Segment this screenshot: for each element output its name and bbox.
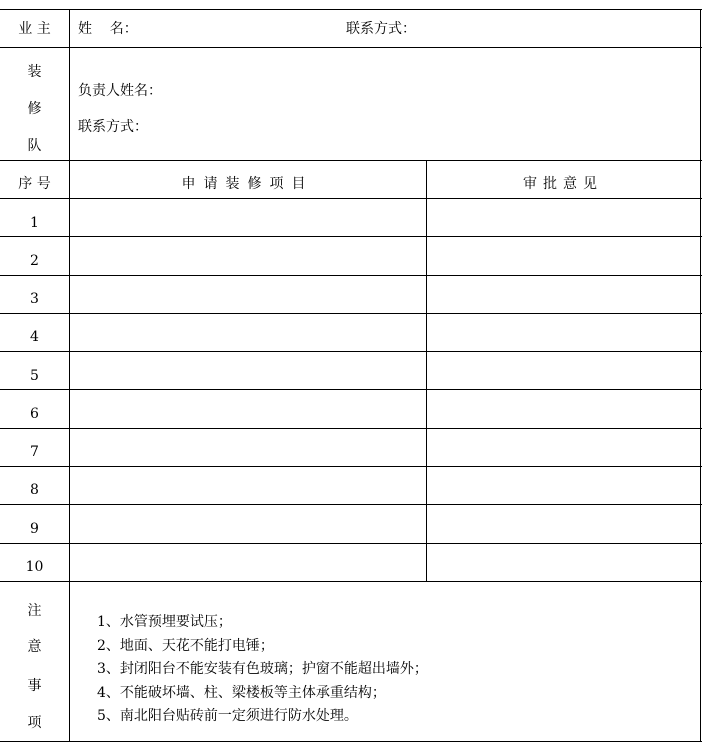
note-item: 5、南北阳台贴砖前一定须进行防水处理。 xyxy=(97,708,358,724)
header-project: 申请装修项目 xyxy=(181,176,314,192)
note-item: 1、水管预埋要试压； xyxy=(97,614,232,630)
rule xyxy=(0,198,702,199)
rule xyxy=(0,47,702,48)
rule xyxy=(0,466,702,467)
team-label-char: 装 xyxy=(27,64,42,80)
rule xyxy=(69,9,70,742)
team-leader-label: 负责人姓名： xyxy=(78,83,162,99)
rule xyxy=(0,389,702,390)
row-number: 3 xyxy=(30,291,39,307)
row-number: 9 xyxy=(30,521,39,537)
row-number: 6 xyxy=(30,406,39,422)
row-number: 8 xyxy=(30,482,39,498)
row-number: 10 xyxy=(25,559,44,575)
notes-label-char: 意 xyxy=(27,639,42,655)
rule xyxy=(0,543,702,544)
rule xyxy=(0,428,702,429)
rule xyxy=(700,9,701,742)
note-item: 3、封闭阳台不能安装有色玻璃；护窗不能超出墙外； xyxy=(97,661,428,677)
team-label-char: 队 xyxy=(27,138,42,154)
header-approval: 审批意见 xyxy=(523,176,603,192)
notes-label-char: 事 xyxy=(27,678,42,694)
rule xyxy=(0,581,702,582)
header-serial: 序 号 xyxy=(18,176,51,192)
rule xyxy=(0,9,702,10)
owner-label: 业 主 xyxy=(18,21,51,37)
note-item: 2、地面、天花不能打电锤； xyxy=(97,637,274,654)
row-number: 4 xyxy=(30,329,39,345)
note-item: 4、不能破坏墙、柱、梁楼板等主体承重结构； xyxy=(97,684,386,701)
row-number: 5 xyxy=(30,368,39,384)
rule xyxy=(0,275,702,276)
row-number: 2 xyxy=(30,253,39,269)
rule xyxy=(0,741,702,742)
team-contact-label: 联系方式： xyxy=(78,119,148,135)
team-label-char: 修 xyxy=(27,101,42,117)
rule xyxy=(0,313,702,314)
rule xyxy=(0,351,702,352)
rule xyxy=(426,160,427,582)
rule xyxy=(0,160,702,161)
owner-contact-label: 联系方式： xyxy=(346,21,416,37)
notes-label-char: 项 xyxy=(27,715,42,731)
owner-name-label: 姓 名： xyxy=(78,21,138,37)
rule xyxy=(0,236,702,237)
rule xyxy=(0,504,702,505)
notes-list xyxy=(97,611,428,729)
notes-label-char: 注 xyxy=(27,603,42,619)
row-number: 1 xyxy=(30,215,39,231)
row-number: 7 xyxy=(30,444,39,460)
